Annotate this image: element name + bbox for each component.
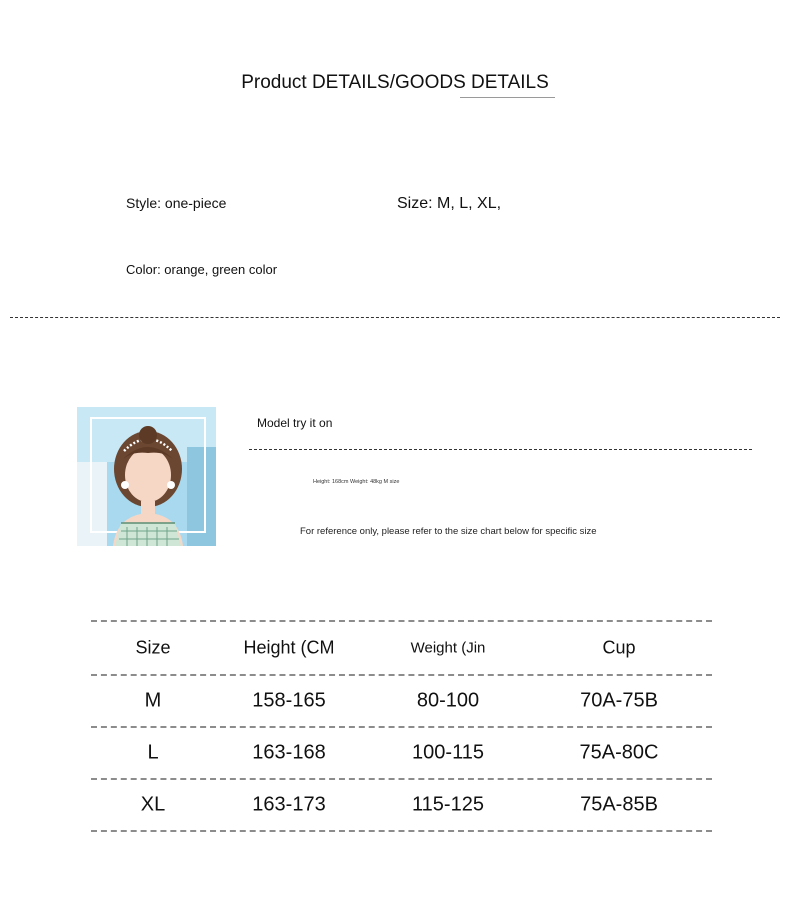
title-underline <box>460 97 555 98</box>
size-info: Size: M, L, XL, <box>397 195 502 212</box>
table-row: L 163-168 100-115 75A-80C <box>91 728 712 780</box>
model-photo-image <box>77 407 216 546</box>
color-info: Color: orange, green color <box>126 262 278 277</box>
model-photo <box>77 407 216 546</box>
model-divider <box>249 449 752 450</box>
style-info: Style: one-piece <box>126 195 227 211</box>
table-row: XL 163-173 115-125 75A-85B <box>91 780 712 832</box>
table-row: M 158-165 80-100 70A-75B <box>91 676 712 728</box>
size-table <box>91 620 712 832</box>
page-title-text: Product DETAILS/GOODS DETAILS <box>241 72 549 93</box>
model-section-title: Model try it on <box>257 416 333 430</box>
model-stats: Height: 168cm Weight: 48kg M size <box>313 479 400 485</box>
page-title <box>0 72 790 94</box>
section-divider <box>10 317 780 318</box>
table-header-row: Size Height (CM Weight (Jin Cup <box>91 620 712 676</box>
reference-note: For reference only, please refer to the size chart below for specific size <box>300 526 597 537</box>
